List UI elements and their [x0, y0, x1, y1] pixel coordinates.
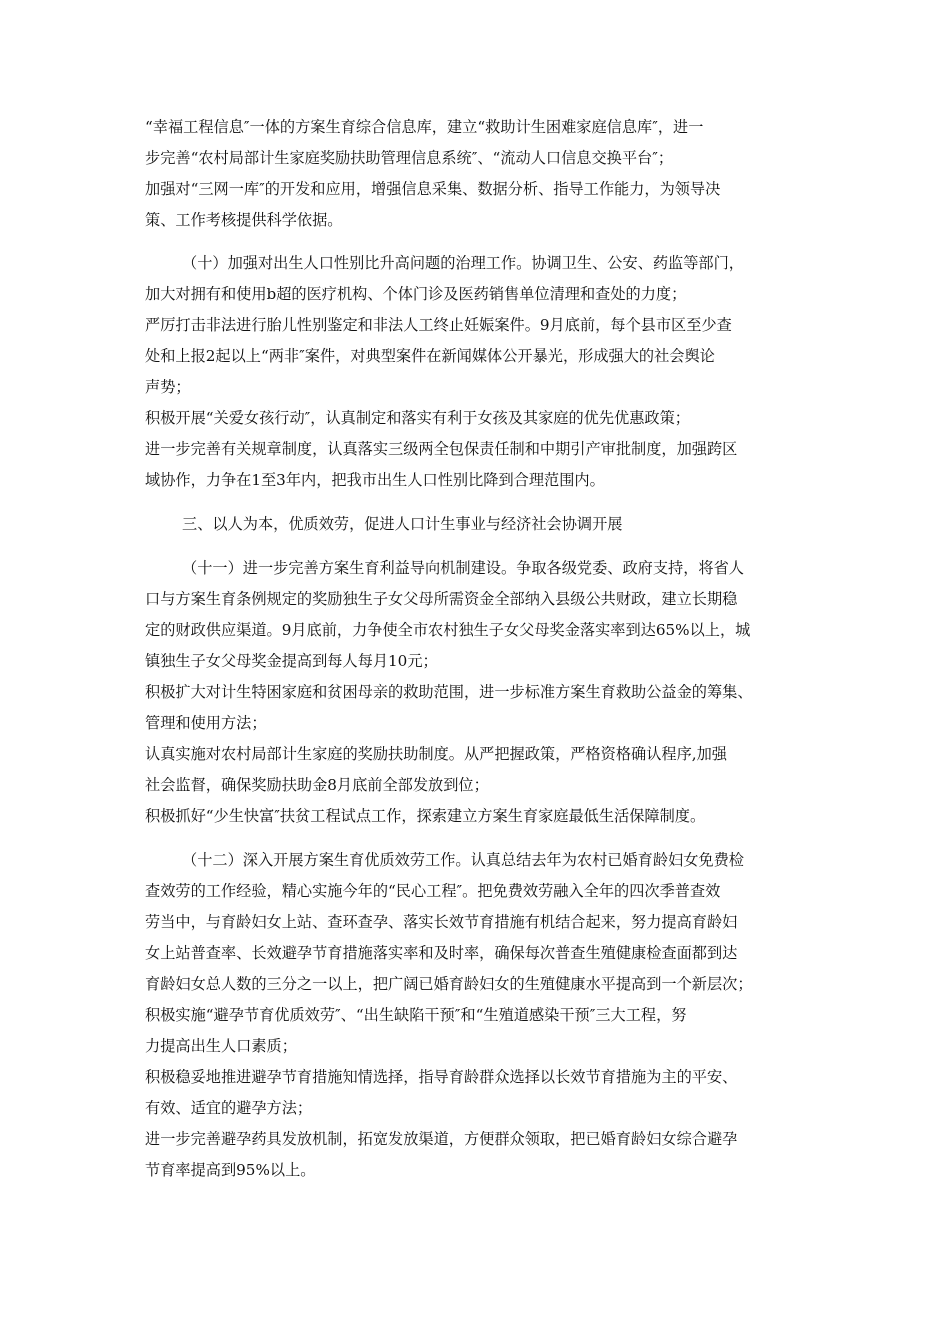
text-line: 社会监督，确保奖励扶助金8月底前全部发放到位； — [145, 776, 489, 794]
text-line: 进一步完善避孕药具发放机制，拓宽发放渠道，方便群众领取，把已婚育龄妇女综合避孕 — [145, 1130, 738, 1148]
text-line: 策、工作考核提供科学依据。 — [145, 211, 343, 229]
paragraph-item-11 — [145, 553, 815, 832]
section-heading-3 — [145, 509, 815, 540]
paragraph-item-10 — [145, 248, 815, 496]
text-line: 进一步完善有关规章制度，认真落实三级两全包保责任制和中期引产审批制度，加强跨区 — [145, 440, 738, 458]
text-line: 女上站普查率、长效避孕节育措施落实率和及时率，确保每次普查生殖健康检查面都到达 — [145, 944, 738, 962]
paragraph-item-12 — [145, 845, 815, 1186]
text-line: 积极实施“避孕节育优质效劳″、“出生缺陷干预″和“生殖道感染干预″三大工程，努 — [145, 1006, 687, 1024]
text-line: 处和上报2起以上“两非″案件，对典型案件在新闻媒体公开暴光，形成强大的社会舆论 — [145, 347, 715, 365]
text-line: 加强对“三网一库″的开发和应用，增强信息采集、数据分析、指导工作能力，为领导决 — [145, 180, 721, 198]
text-line: 劳当中，与育龄妇女上站、查环查孕、落实长效节育措施有机结合起来，努力提高育龄妇 — [145, 913, 738, 931]
text-line: 声势； — [145, 378, 191, 396]
document-page — [145, 112, 815, 1199]
paragraph-info-database — [145, 112, 815, 236]
text-line: 节育率提高到95%以上。 — [145, 1161, 316, 1179]
section-heading-line: 三、以人为本，优质效劳，促进人口计生事业与经济社会协调开展 — [182, 515, 623, 533]
text-line: 认真实施对农村局部计生家庭的奖励扶助制度。从严把握政策，严格资格确认程序,加强 — [145, 745, 727, 763]
text-line: 严厉打击非法进行胎儿性别鉴定和非法人工终止妊娠案件。9月底前，每个县市区至少查 — [145, 316, 732, 334]
item-heading-line: （十）加强对出生人口性别比升高问题的治理工作。协调卫生、公安、药监等部门， — [182, 254, 744, 272]
text-line: 定的财政供应渠道。9月底前，力争使全市农村独生子女父母奖金落实率到达65%以上，城 — [145, 621, 751, 639]
text-line: 加大对拥有和使用b超的医疗机构、个体门诊及医药销售单位清理和查处的力度； — [145, 285, 687, 303]
item-heading-line: （十二）深入开展方案生育优质效劳工作。认真总结去年为农村已婚育龄妇女免费检 — [182, 851, 744, 869]
text-line: 口与方案生育条例规定的奖励独生子女父母所需资金全部纳入县级公共财政，建立长期稳 — [145, 590, 738, 608]
text-line: 积极开展“关爱女孩行动″，认真制定和落实有利于女孩及其家庭的优先优惠政策； — [145, 409, 690, 427]
text-line: “幸福工程信息″一体的方案生育综合信息库，建立“救助计生困难家庭信息库″，进一 — [145, 118, 704, 136]
text-line: 力提高出生人口素质； — [145, 1037, 297, 1055]
text-line: 管理和使用方法； — [145, 714, 267, 732]
item-heading-line: （十一）进一步完善方案生育利益导向机制建设。争取各级党委、政府支持，将省人 — [182, 559, 744, 577]
text-line: 积极稳妥地推进避孕节育措施知情选择，指导育龄群众选择以长效节育措施为主的平安、 — [145, 1068, 738, 1086]
text-line: 积极扩大对计生特困家庭和贫困母亲的救助范围，进一步标准方案生育救助公益金的筹集、 — [145, 683, 753, 701]
text-line: 有效、适宜的避孕方法； — [145, 1099, 313, 1117]
text-line: 镇独生子女父母奖金提高到每人每月10元； — [145, 652, 438, 670]
text-line: 积极抓好“少生快富″扶贫工程试点工作，探索建立方案生育家庭最低生活保障制度。 — [145, 807, 706, 825]
text-line: 育龄妇女总人数的三分之一以上，把广阔已婚育龄妇女的生殖健康水平提高到一个新层次； — [145, 975, 753, 993]
text-line: 步完善“农村局部计生家庭奖励扶助管理信息系统″、“流动人口信息交换平台″； — [145, 149, 674, 167]
text-line: 查效劳的工作经验，精心实施今年的“民心工程″。把免费效劳融入全年的四次季普查效 — [145, 882, 721, 900]
text-line: 域协作，力争在1至3年内，把我市出生人口性别比降到合理范围内。 — [145, 471, 605, 489]
